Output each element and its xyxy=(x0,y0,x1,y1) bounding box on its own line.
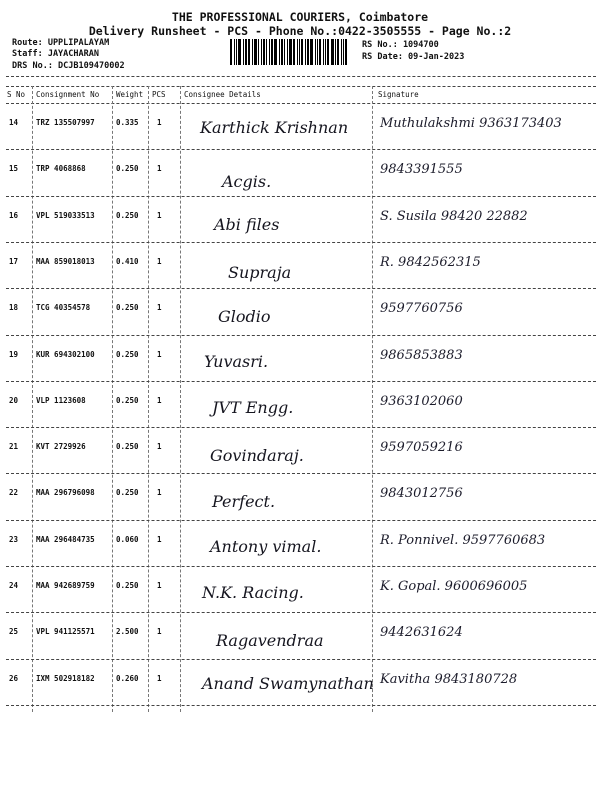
barcode-bar xyxy=(335,39,336,65)
weight-value: 0.250 xyxy=(116,395,139,405)
barcode-bar xyxy=(281,39,283,65)
barcode-bar xyxy=(301,39,303,65)
rs-number: RS No.: 1094700 xyxy=(362,40,439,50)
barcode-bar xyxy=(245,39,247,65)
barcode-bar xyxy=(266,39,267,65)
weight-value: 0.060 xyxy=(116,534,139,544)
signature: 9865853883 xyxy=(380,347,463,363)
serial-number: 19 xyxy=(9,349,19,359)
weight-value: 0.250 xyxy=(116,210,139,220)
barcode-bar xyxy=(274,39,277,65)
pcs-value: 1 xyxy=(157,164,162,174)
consignee-name: Ragavendraa xyxy=(216,631,324,651)
column-header-weight: Weight xyxy=(116,90,144,99)
serial-number: 25 xyxy=(9,627,19,637)
consignment-number: VLP 1123608 xyxy=(36,395,86,405)
consignee-name: Perfect. xyxy=(212,492,276,512)
signature: Muthulakshmi 9363173403 xyxy=(380,116,562,131)
signature: 9597760756 xyxy=(380,301,463,317)
signature: S. Susila 98420 22882 xyxy=(380,208,528,224)
row-divider xyxy=(6,149,596,150)
barcode-bar xyxy=(323,39,324,65)
barcode-bar xyxy=(269,39,270,65)
pcs-value: 1 xyxy=(157,627,162,637)
serial-number: 17 xyxy=(9,256,19,266)
row-divider xyxy=(6,705,596,706)
staff-label: Staff: JAYACHARAN xyxy=(12,49,99,59)
row-divider xyxy=(6,242,596,243)
weight-value: 0.250 xyxy=(116,349,139,359)
weight-value: 0.250 xyxy=(116,581,139,590)
runsheet-subtitle: Delivery Runsheet - PCS - Phone No.:0422-3505555 - Page No.:2 xyxy=(88,24,512,38)
weight-value: 2.500 xyxy=(116,627,139,637)
row-divider xyxy=(6,196,596,197)
signature: R. Ponnivel. 9597760683 xyxy=(380,532,546,548)
row-divider xyxy=(6,288,596,289)
weight-value: 0.260 xyxy=(116,673,139,683)
consignee-name: N.K. Racing. xyxy=(202,583,304,602)
barcode-bar xyxy=(293,39,295,65)
barcode xyxy=(230,39,355,65)
route-label: Route: UPPLIPALAYAM xyxy=(12,38,110,48)
barcode-bar xyxy=(263,39,265,65)
weight-value: 0.410 xyxy=(116,256,139,266)
barcode-bar xyxy=(230,39,232,65)
drs-number: DRS No.: DCJB109470002 xyxy=(12,61,125,71)
serial-number: 18 xyxy=(9,303,19,313)
consignment-number: MAA 296796098 xyxy=(36,488,95,498)
signature: 9843391555 xyxy=(380,162,463,178)
signature: Kavitha 9843180728 xyxy=(380,671,518,687)
barcode-bar xyxy=(236,39,237,65)
column-divider xyxy=(180,86,181,712)
barcode-bar xyxy=(345,39,347,65)
barcode-bar xyxy=(331,39,334,65)
row-divider xyxy=(6,612,596,613)
barcode-bar xyxy=(315,39,316,65)
signature: 9597059216 xyxy=(380,440,463,456)
consignee-name: Govindaraj. xyxy=(210,446,304,466)
barcode-bar xyxy=(252,39,253,65)
pcs-value: 1 xyxy=(157,256,162,266)
pcs-value: 1 xyxy=(157,581,162,590)
consignee-name: Yuvasri. xyxy=(204,351,269,371)
serial-number: 15 xyxy=(9,164,19,174)
row-divider xyxy=(6,381,596,382)
barcode-bar xyxy=(243,39,244,65)
signature: 9363102060 xyxy=(380,393,463,409)
consignment-number: MAA 296484735 xyxy=(36,534,95,544)
consignee-name: Supraja xyxy=(228,262,292,282)
barcode-bar xyxy=(258,39,259,65)
consignment-number: TRP 4068868 xyxy=(36,164,86,174)
column-header-pcs: PCS xyxy=(152,90,166,99)
consignee-name: Antony vimal. xyxy=(210,536,322,556)
barcode-bar xyxy=(279,39,280,65)
weight-value: 0.335 xyxy=(116,118,139,127)
row-divider xyxy=(6,335,596,336)
barcode-bar xyxy=(341,39,342,65)
barcode-bar xyxy=(305,39,306,65)
column-header-signature: Signature xyxy=(378,90,419,99)
row-divider xyxy=(6,427,596,428)
row-divider xyxy=(6,520,596,521)
serial-number: 24 xyxy=(9,581,19,590)
consignee-name: Acgis. xyxy=(222,172,272,192)
rs-date: RS Date: 09-Jan-2023 xyxy=(362,52,465,62)
barcode-bar xyxy=(310,39,313,65)
pcs-value: 1 xyxy=(157,349,162,359)
serial-number: 26 xyxy=(9,673,19,683)
barcode-bar xyxy=(234,39,235,65)
column-header-consignment: Consignment No xyxy=(36,90,100,99)
column-header-sno: S No xyxy=(7,90,26,99)
barcode-bar xyxy=(327,39,329,65)
barcode-bar xyxy=(289,39,292,65)
serial-number: 21 xyxy=(9,442,19,452)
barcode-bar xyxy=(317,39,318,65)
barcode-bar xyxy=(325,39,326,65)
header-divider xyxy=(6,76,596,77)
consignment-number: MAA 859018013 xyxy=(36,256,95,266)
consignment-number: IXM 502918182 xyxy=(36,673,95,683)
serial-number: 23 xyxy=(9,534,19,544)
column-divider xyxy=(372,86,373,712)
consignee-name: JVT Engg. xyxy=(212,397,294,417)
barcode-bar xyxy=(343,39,344,65)
barcode-bar xyxy=(337,39,339,65)
consignee-name: Anand Swamynathan xyxy=(202,673,374,693)
serial-number: 16 xyxy=(9,210,19,220)
consignment-number: KUR 694302100 xyxy=(36,349,95,359)
barcode-bar xyxy=(284,39,285,65)
pcs-value: 1 xyxy=(157,395,162,405)
pcs-value: 1 xyxy=(157,534,162,544)
pcs-value: 1 xyxy=(157,210,162,220)
column-divider xyxy=(112,86,113,712)
barcode-bar xyxy=(261,39,262,65)
barcode-bar xyxy=(319,39,321,65)
pcs-value: 1 xyxy=(157,673,162,683)
column-header-divider xyxy=(6,103,596,104)
pcs-value: 1 xyxy=(157,303,162,313)
weight-value: 0.250 xyxy=(116,488,139,498)
consignment-number: VPL 519033513 xyxy=(36,210,95,220)
column-header-consignee: Consignee Details xyxy=(184,90,261,99)
serial-number: 22 xyxy=(9,488,19,498)
weight-value: 0.250 xyxy=(116,164,139,174)
consignee-name: Abi files xyxy=(214,214,280,234)
row-divider xyxy=(6,566,596,567)
pcs-value: 1 xyxy=(157,488,162,498)
barcode-bar xyxy=(287,39,288,65)
company-name: THE PROFESSIONAL COURIERS, Coimbatore xyxy=(171,10,429,24)
barcode-bar xyxy=(248,39,250,65)
consignee-name: Glodio xyxy=(218,307,271,327)
column-divider xyxy=(148,86,149,712)
consignment-number: VPL 941125571 xyxy=(36,627,95,637)
signature: K. Gopal. 9600696005 xyxy=(380,579,528,594)
consignment-number: TCG 40354578 xyxy=(36,303,91,313)
row-divider xyxy=(6,659,596,660)
weight-value: 0.250 xyxy=(116,303,139,313)
row-divider xyxy=(6,473,596,474)
consignee-name: Karthick Krishnan xyxy=(200,118,349,137)
pcs-value: 1 xyxy=(157,442,162,452)
signature: 9843012756 xyxy=(380,486,463,502)
barcode-bar xyxy=(254,39,257,65)
consignment-number: KVT 2729926 xyxy=(36,442,86,452)
barcode-bar xyxy=(271,39,273,65)
signature: R. 9842562315 xyxy=(380,254,481,270)
barcode-bar xyxy=(297,39,298,65)
barcode-bar xyxy=(238,39,241,65)
weight-value: 0.250 xyxy=(116,442,139,452)
serial-number: 14 xyxy=(9,118,19,127)
table-top-border xyxy=(6,86,596,87)
consignment-number: MAA 942689759 xyxy=(36,581,95,590)
pcs-value: 1 xyxy=(157,118,162,127)
consignment-number: TRZ 135507997 xyxy=(36,118,95,127)
signature: 9442631624 xyxy=(380,625,463,641)
serial-number: 20 xyxy=(9,395,19,405)
barcode-bar xyxy=(299,39,300,65)
column-divider xyxy=(32,86,33,712)
barcode-bar xyxy=(307,39,309,65)
